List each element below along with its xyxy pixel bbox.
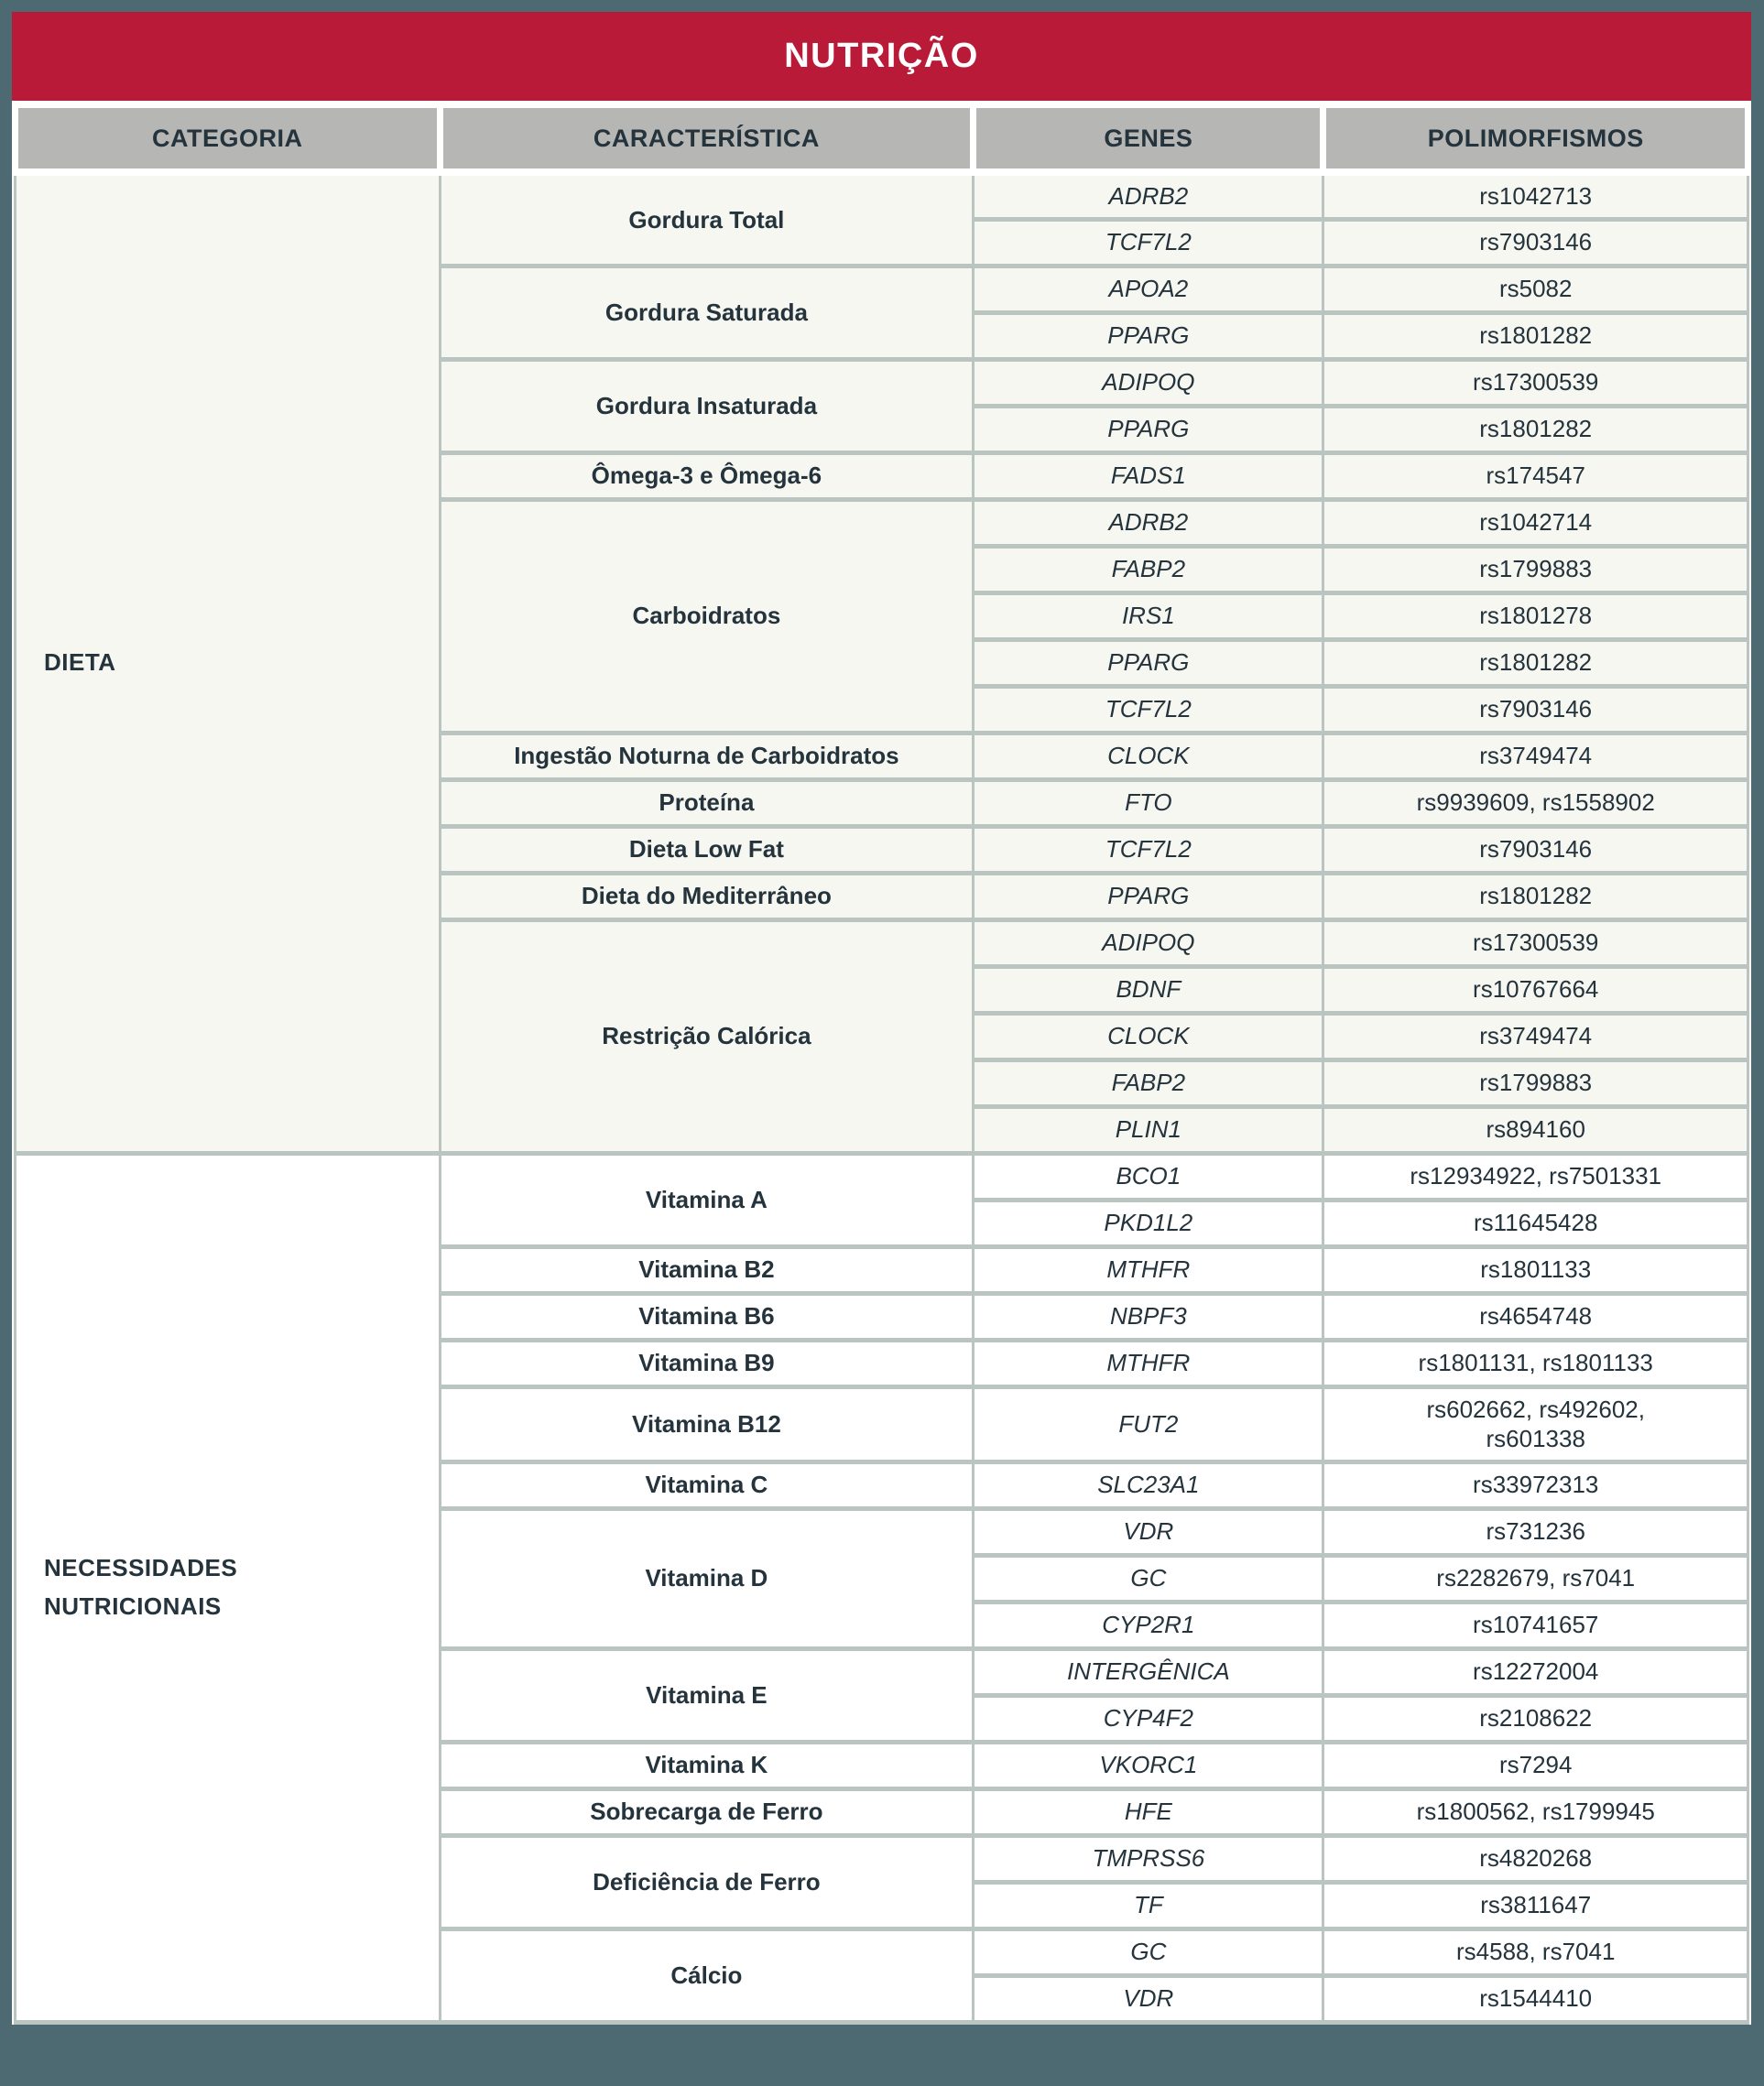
polymorphism-cell: rs33972313 bbox=[1323, 1461, 1748, 1508]
characteristic-cell: Vitamina C bbox=[440, 1461, 974, 1508]
polymorphism-cell: rs174547 bbox=[1323, 452, 1748, 499]
column-header-categoria: CATEGORIA bbox=[16, 108, 441, 172]
gene-cell: FADS1 bbox=[974, 452, 1323, 499]
gene-cell: TCF7L2 bbox=[974, 219, 1323, 266]
polymorphism-cell: rs1799883 bbox=[1323, 1059, 1748, 1106]
polymorphism-cell: rs1801133 bbox=[1323, 1246, 1748, 1293]
gene-cell: PPARG bbox=[974, 406, 1323, 452]
gene-cell: INTERGÊNICA bbox=[974, 1648, 1323, 1695]
polymorphism-cell: rs2108622 bbox=[1323, 1695, 1748, 1742]
characteristic-cell: Ingestão Noturna de Carboidratos bbox=[440, 733, 974, 779]
gene-cell: CLOCK bbox=[974, 733, 1323, 779]
polymorphism-cell: rs4654748 bbox=[1323, 1293, 1748, 1340]
gene-cell: PPARG bbox=[974, 873, 1323, 919]
gene-cell: APOA2 bbox=[974, 266, 1323, 312]
column-header-genes: GENES bbox=[974, 108, 1323, 172]
characteristic-cell: Vitamina K bbox=[440, 1742, 974, 1788]
gene-cell: ADRB2 bbox=[974, 172, 1323, 219]
gene-cell: SLC23A1 bbox=[974, 1461, 1323, 1508]
characteristic-cell: Restrição Calórica bbox=[440, 919, 974, 1153]
polymorphism-cell: rs3811647 bbox=[1323, 1882, 1748, 1928]
gene-cell: PKD1L2 bbox=[974, 1200, 1323, 1246]
polymorphism-cell: rs1801278 bbox=[1323, 592, 1748, 639]
characteristic-cell: Gordura Insaturada bbox=[440, 359, 974, 452]
polymorphism-cell: rs1801131, rs1801133 bbox=[1323, 1340, 1748, 1386]
gene-cell: PPARG bbox=[974, 639, 1323, 686]
gene-cell: ADIPOQ bbox=[974, 919, 1323, 966]
characteristic-cell: Cálcio bbox=[440, 1928, 974, 2022]
gene-cell: ADRB2 bbox=[974, 499, 1323, 546]
gene-cell: VKORC1 bbox=[974, 1742, 1323, 1788]
polymorphism-cell: rs12934922, rs7501331 bbox=[1323, 1153, 1748, 1200]
gene-cell: VDR bbox=[974, 1508, 1323, 1555]
characteristic-cell: Vitamina B12 bbox=[440, 1386, 974, 1461]
column-header-polimorfismos: POLIMORFISMOS bbox=[1323, 108, 1748, 172]
gene-cell: TCF7L2 bbox=[974, 826, 1323, 873]
gene-cell: BDNF bbox=[974, 966, 1323, 1013]
polymorphism-cell: rs1801282 bbox=[1323, 312, 1748, 359]
gene-cell: CYP2R1 bbox=[974, 1602, 1323, 1648]
characteristic-cell: Vitamina E bbox=[440, 1648, 974, 1742]
gene-cell: MTHFR bbox=[974, 1340, 1323, 1386]
gene-cell: CLOCK bbox=[974, 1013, 1323, 1059]
characteristic-cell: Gordura Total bbox=[440, 172, 974, 266]
polymorphism-cell: rs1801282 bbox=[1323, 406, 1748, 452]
characteristic-cell: Ômega-3 e Ômega-6 bbox=[440, 452, 974, 499]
nutrition-table bbox=[12, 108, 1751, 2025]
polymorphism-cell: rs1800562, rs1799945 bbox=[1323, 1788, 1748, 1835]
polymorphism-cell: rs1544410 bbox=[1323, 1975, 1748, 2022]
gene-cell: TMPRSS6 bbox=[974, 1835, 1323, 1882]
characteristic-cell: Vitamina D bbox=[440, 1508, 974, 1648]
polymorphism-cell: rs1042713 bbox=[1323, 172, 1748, 219]
polymorphism-cell: rs3749474 bbox=[1323, 733, 1748, 779]
characteristic-cell: Vitamina B2 bbox=[440, 1246, 974, 1293]
characteristic-cell: Dieta Low Fat bbox=[440, 826, 974, 873]
polymorphism-cell: rs10767664 bbox=[1323, 966, 1748, 1013]
polymorphism-cell: rs4820268 bbox=[1323, 1835, 1748, 1882]
gene-cell: CYP4F2 bbox=[974, 1695, 1323, 1742]
characteristic-cell: Proteína bbox=[440, 779, 974, 826]
polymorphism-cell: rs7903146 bbox=[1323, 686, 1748, 733]
gene-cell: IRS1 bbox=[974, 592, 1323, 639]
polymorphism-cell: rs602662, rs492602, rs601338 bbox=[1323, 1386, 1748, 1461]
polymorphism-cell: rs4588, rs7041 bbox=[1323, 1928, 1748, 1975]
polymorphism-cell: rs10741657 bbox=[1323, 1602, 1748, 1648]
table-row bbox=[16, 172, 1748, 219]
gene-cell: PLIN1 bbox=[974, 1106, 1323, 1153]
polymorphism-cell: rs11645428 bbox=[1323, 1200, 1748, 1246]
polymorphism-cell: rs2282679, rs7041 bbox=[1323, 1555, 1748, 1602]
polymorphism-cell: rs9939609, rs1558902 bbox=[1323, 779, 1748, 826]
characteristic-cell: Vitamina B6 bbox=[440, 1293, 974, 1340]
polymorphism-cell: rs1799883 bbox=[1323, 546, 1748, 592]
polymorphism-cell: rs7903146 bbox=[1323, 219, 1748, 266]
polymorphism-cell: rs731236 bbox=[1323, 1508, 1748, 1555]
characteristic-cell: Deficiência de Ferro bbox=[440, 1835, 974, 1928]
table-body bbox=[16, 172, 1748, 2022]
gene-cell: ADIPOQ bbox=[974, 359, 1323, 406]
category-cell: NECESSIDADES NUTRICIONAIS bbox=[16, 1153, 441, 2022]
gene-cell: FTO bbox=[974, 779, 1323, 826]
gene-cell: VDR bbox=[974, 1975, 1323, 2022]
nutrition-panel bbox=[12, 12, 1751, 2025]
characteristic-cell: Dieta do Mediterrâneo bbox=[440, 873, 974, 919]
characteristic-cell: Vitamina B9 bbox=[440, 1340, 974, 1386]
polymorphism-cell: rs12272004 bbox=[1323, 1648, 1748, 1695]
polymorphism-cell: rs1801282 bbox=[1323, 873, 1748, 919]
header-row bbox=[16, 108, 1748, 172]
table-title: NUTRIÇÃO bbox=[784, 37, 979, 75]
polymorphism-cell: rs17300539 bbox=[1323, 359, 1748, 406]
table-title-banner bbox=[12, 12, 1751, 101]
characteristic-cell: Sobrecarga de Ferro bbox=[440, 1788, 974, 1835]
gene-cell: GC bbox=[974, 1555, 1323, 1602]
polymorphism-cell: rs1801282 bbox=[1323, 639, 1748, 686]
gene-cell: BCO1 bbox=[974, 1153, 1323, 1200]
category-cell: DIETA bbox=[16, 172, 441, 1153]
gene-cell: TF bbox=[974, 1882, 1323, 1928]
gene-cell: TCF7L2 bbox=[974, 686, 1323, 733]
gene-cell: NBPF3 bbox=[974, 1293, 1323, 1340]
polymorphism-cell: rs5082 bbox=[1323, 266, 1748, 312]
table-row bbox=[16, 1153, 1748, 1200]
characteristic-cell: Gordura Saturada bbox=[440, 266, 974, 359]
polymorphism-cell: rs17300539 bbox=[1323, 919, 1748, 966]
gene-cell: FUT2 bbox=[974, 1386, 1323, 1461]
gene-cell: GC bbox=[974, 1928, 1323, 1975]
gene-cell: FABP2 bbox=[974, 546, 1323, 592]
polymorphism-cell: rs894160 bbox=[1323, 1106, 1748, 1153]
characteristic-cell: Vitamina A bbox=[440, 1153, 974, 1246]
gene-cell: FABP2 bbox=[974, 1059, 1323, 1106]
polymorphism-cell: rs7903146 bbox=[1323, 826, 1748, 873]
polymorphism-cell: rs1042714 bbox=[1323, 499, 1748, 546]
gene-cell: PPARG bbox=[974, 312, 1323, 359]
gene-cell: HFE bbox=[974, 1788, 1323, 1835]
characteristic-cell: Carboidratos bbox=[440, 499, 974, 733]
polymorphism-cell: rs7294 bbox=[1323, 1742, 1748, 1788]
polymorphism-cell: rs3749474 bbox=[1323, 1013, 1748, 1059]
column-header-caracteristica: CARACTERÍSTICA bbox=[440, 108, 974, 172]
gene-cell: MTHFR bbox=[974, 1246, 1323, 1293]
